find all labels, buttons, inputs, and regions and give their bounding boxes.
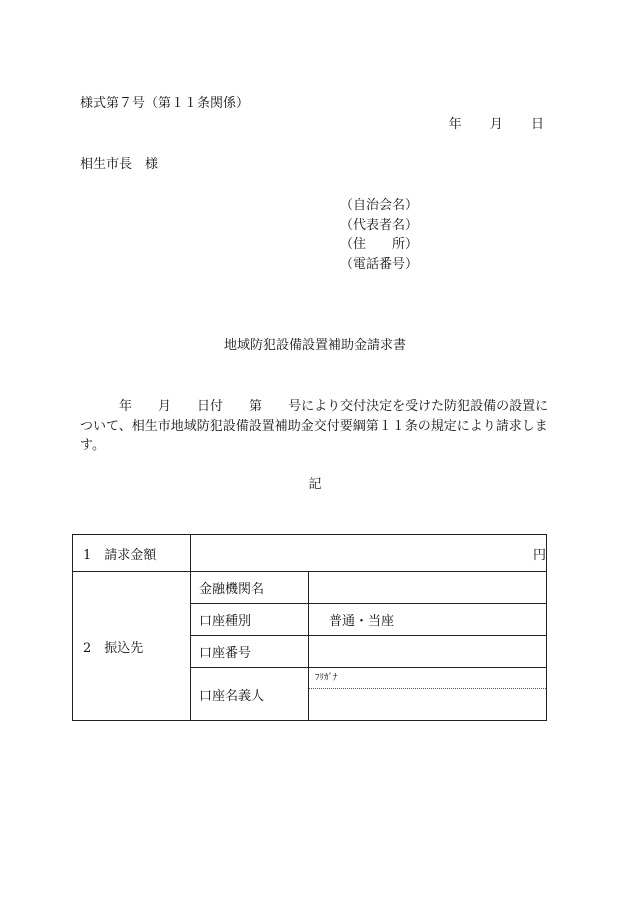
account-type-value[interactable]: 普通・当座	[309, 604, 547, 636]
request-amount-label: 1 請求金額	[73, 535, 191, 572]
request-amount-field[interactable]	[191, 535, 547, 572]
table-row	[73, 572, 547, 604]
account-number-field[interactable]	[309, 636, 547, 668]
account-holder-label: 口座名義人	[191, 668, 309, 721]
body-text: 号により交付決定を受けた防犯設備の設置について、相生市地域防犯設備設置補助金交付要綱第１１条の規定により請求します。	[80, 399, 549, 453]
body-year: 年	[119, 399, 133, 414]
applicant-block	[340, 196, 418, 274]
body-month: 月	[158, 399, 172, 414]
detail-table	[72, 534, 547, 721]
form-number: 様式第７号（第１１条関係）	[80, 96, 250, 111]
body-day-dated: 日付	[197, 399, 224, 414]
account-holder-field[interactable]	[309, 668, 547, 721]
date-month: 月	[489, 117, 503, 132]
body-paragraph	[80, 397, 552, 456]
yen-unit: 円	[533, 547, 547, 563]
date-day: 日	[530, 117, 544, 132]
bank-name-label: 金融機関名	[191, 572, 309, 604]
bank-name-field[interactable]	[309, 572, 547, 604]
furigana-label: ﾌﾘｶﾞﾅ	[309, 668, 546, 689]
document-title: 地域防犯設備設置補助金請求書	[223, 338, 406, 353]
body-number-prefix: 第	[249, 399, 263, 414]
account-type-label: 口座種別	[191, 604, 309, 636]
date-year: 年	[448, 117, 462, 132]
date-line	[449, 117, 544, 133]
transfer-destination-label: 2 振込先	[73, 572, 191, 721]
applicant-address-label: （住 所）	[340, 237, 419, 252]
account-number-label: 口座番号	[191, 636, 309, 668]
applicant-representative-label: （代表者名）	[340, 217, 419, 233]
table-row	[73, 535, 547, 572]
ki-heading: 記	[308, 477, 322, 492]
applicant-phone-label: （電話番号）	[340, 256, 419, 272]
applicant-association-label: （自治会名）	[340, 198, 419, 213]
addressee: 相生市長 様	[80, 157, 159, 172]
account-holder-name-area[interactable]	[309, 689, 546, 720]
